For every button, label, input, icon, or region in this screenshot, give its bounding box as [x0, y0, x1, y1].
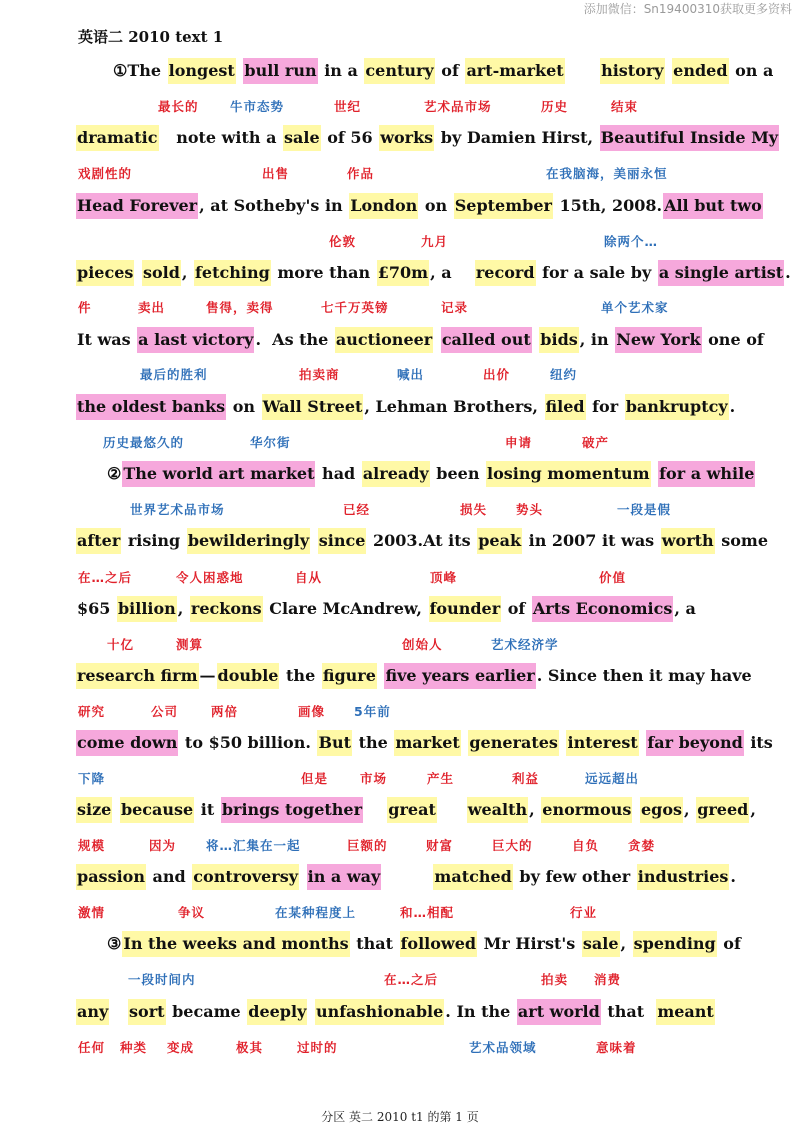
gloss-line — [0, 501, 800, 519]
chinese-gloss: 九月 — [421, 234, 449, 249]
gloss-line — [0, 299, 800, 317]
passage-text: had — [316, 464, 361, 483]
passage-text — [565, 58, 600, 84]
highlighted-phrase: in a way — [307, 864, 382, 890]
highlighted-phrase: sale — [582, 931, 620, 957]
chinese-gloss: 价值 — [599, 570, 627, 585]
highlighted-phrase: record — [475, 260, 536, 286]
chinese-gloss: 将…汇集在一起 — [206, 838, 301, 853]
passage-text: of — [435, 61, 465, 80]
highlighted-phrase: works — [379, 125, 434, 151]
chinese-gloss: 一段时间内 — [128, 972, 196, 987]
passage-text: . In the — [445, 1002, 516, 1021]
passage-text: . — [785, 263, 791, 282]
highlighted-phrase: worth — [661, 528, 715, 554]
passage-text — [112, 797, 120, 823]
passage-text — [109, 999, 128, 1025]
passage-line — [76, 864, 737, 890]
gloss-line — [0, 904, 800, 922]
highlighted-phrase: figure — [322, 663, 377, 689]
chinese-gloss: 牛市态势 — [230, 99, 285, 114]
chinese-gloss: 出价 — [483, 367, 511, 382]
highlighted-phrase: But — [317, 730, 352, 756]
chinese-gloss: 极其 — [236, 1040, 264, 1055]
passage-text: ② — [107, 464, 122, 483]
passage-text: Clare McAndrew, — [263, 599, 428, 618]
passage-text: , — [684, 800, 696, 819]
highlighted-phrase: bids — [539, 327, 578, 353]
passage-text: , in — [579, 330, 615, 349]
chinese-gloss: 意味着 — [596, 1040, 637, 1055]
passage-text: — — [199, 666, 216, 685]
passage-text: of 56 — [321, 128, 379, 147]
chinese-gloss: 最后的胜利 — [140, 367, 208, 382]
highlighted-phrase: losing momentum — [486, 461, 651, 487]
passage-text: ①The — [113, 61, 167, 80]
chinese-gloss: 贪婪 — [628, 838, 656, 853]
chinese-gloss: 下降 — [78, 771, 106, 786]
passage-line — [76, 797, 757, 823]
highlighted-phrase: longest — [168, 58, 236, 84]
highlighted-phrase: filed — [545, 394, 586, 420]
chinese-gloss: 测算 — [176, 637, 204, 652]
highlighted-phrase: century — [364, 58, 434, 84]
gloss-line — [0, 434, 800, 452]
passage-text: in 2007 it was — [523, 531, 660, 550]
highlighted-phrase: Beautiful Inside My — [600, 125, 779, 151]
passage-text: $65 — [77, 599, 116, 618]
chinese-gloss: 任何 — [78, 1040, 106, 1055]
passage-text: 15th, 2008. — [553, 196, 663, 215]
passage-text: by few other — [513, 867, 636, 886]
gloss-line — [0, 98, 800, 116]
highlighted-phrase: dramatic — [76, 125, 159, 151]
gloss-line — [0, 770, 800, 788]
highlighted-phrase: greed — [696, 797, 749, 823]
passage-line — [76, 394, 736, 420]
highlighted-phrase: industries — [637, 864, 730, 890]
passage-text — [433, 327, 441, 353]
highlighted-phrase: for a while — [658, 461, 755, 487]
passage-text: . Since then it may have — [536, 666, 752, 685]
highlighted-phrase: already — [362, 461, 430, 487]
chinese-gloss: 产生 — [427, 771, 455, 786]
chinese-gloss: 拍卖 — [541, 972, 569, 987]
gloss-line — [0, 971, 800, 989]
chinese-gloss: 顶峰 — [430, 570, 458, 585]
passage-text: . — [729, 397, 736, 416]
passage-text — [532, 327, 540, 353]
passage-text: , — [529, 800, 541, 819]
chinese-gloss: 单个艺术家 — [601, 300, 669, 315]
chinese-gloss: 巨额的 — [347, 838, 388, 853]
highlighted-phrase: interest — [566, 730, 638, 756]
highlighted-phrase: history — [600, 58, 665, 84]
passage-text: for — [586, 397, 624, 416]
chinese-gloss: 5年前 — [354, 704, 391, 719]
passage-line — [76, 999, 715, 1025]
chinese-gloss: 喊出 — [397, 367, 425, 382]
highlighted-phrase: research firm — [76, 663, 199, 689]
chinese-gloss: 记录 — [441, 300, 469, 315]
passage-text: , at Sotheby's in — [199, 196, 349, 215]
highlighted-phrase: market — [394, 730, 460, 756]
highlighted-phrase: any — [76, 999, 109, 1025]
highlighted-phrase: five years earlier — [384, 663, 535, 689]
passage-text — [461, 730, 469, 756]
highlighted-phrase: meant — [656, 999, 715, 1025]
chinese-gloss: 一段是假 — [617, 502, 672, 517]
chinese-gloss: 历史最悠久的 — [103, 435, 185, 450]
passage-line — [76, 58, 774, 84]
passage-text — [381, 864, 433, 890]
passage-line — [76, 193, 763, 219]
chinese-gloss: 巨大的 — [492, 838, 533, 853]
highlighted-phrase: deeply — [247, 999, 307, 1025]
chinese-gloss: 在…之后 — [78, 570, 133, 585]
passage-line — [76, 461, 755, 487]
chinese-gloss: 行业 — [570, 905, 598, 920]
passage-text: on — [419, 196, 453, 215]
chinese-gloss: 破产 — [582, 435, 610, 450]
passage-line — [76, 931, 742, 957]
highlighted-phrase: come down — [76, 730, 178, 756]
highlighted-phrase: after — [76, 528, 121, 554]
highlighted-phrase: £70m — [377, 260, 429, 286]
passage-text: more than — [271, 263, 376, 282]
chinese-gloss: 世纪 — [334, 99, 362, 114]
chinese-gloss: 在某种程度上 — [275, 905, 357, 920]
passage-text — [651, 461, 659, 487]
chinese-gloss: 出售 — [262, 166, 290, 181]
passage-text: the — [280, 666, 321, 685]
highlighted-phrase: September — [454, 193, 553, 219]
chinese-gloss: 除两个… — [604, 234, 659, 249]
highlighted-phrase: followed — [400, 931, 478, 957]
passage-text — [236, 58, 244, 84]
chinese-gloss: 因为 — [149, 838, 177, 853]
passage-text: note with a — [159, 128, 283, 147]
chinese-gloss: 过时的 — [297, 1040, 338, 1055]
chinese-gloss: 但是 — [301, 771, 329, 786]
highlighted-phrase: sold — [142, 260, 181, 286]
highlighted-phrase: wealth — [467, 797, 528, 823]
highlighted-phrase: pieces — [76, 260, 134, 286]
passage-text: . As the — [255, 330, 334, 349]
chinese-gloss: 售得，卖得 — [206, 300, 274, 315]
passage-text: for a sale by — [536, 263, 657, 282]
highlighted-phrase: founder — [429, 596, 502, 622]
chinese-gloss: 势头 — [516, 502, 544, 517]
passage-line — [76, 663, 753, 689]
chinese-gloss: 消费 — [594, 972, 622, 987]
chinese-gloss: 两倍 — [211, 704, 239, 719]
chinese-gloss: 在我脑海，美丽永恒 — [546, 166, 668, 181]
highlighted-phrase: egos — [640, 797, 683, 823]
chinese-gloss: 自负 — [572, 838, 600, 853]
highlighted-phrase: In the weeks and months — [122, 931, 349, 957]
highlighted-phrase: double — [217, 663, 280, 689]
passage-text: ③ — [107, 934, 122, 953]
highlighted-phrase: spending — [633, 931, 717, 957]
highlighted-phrase: reckons — [190, 596, 263, 622]
highlighted-phrase: auctioneer — [335, 327, 433, 353]
chinese-gloss: 作品 — [347, 166, 375, 181]
chinese-gloss: 争议 — [178, 905, 206, 920]
chinese-gloss: 艺术品市场 — [424, 99, 492, 114]
document-title: 英语二 2010 text 1 — [78, 28, 224, 46]
gloss-line — [0, 703, 800, 721]
chinese-gloss: 画像 — [298, 704, 326, 719]
highlighted-phrase: New York — [615, 327, 701, 353]
highlighted-phrase: sale — [283, 125, 321, 151]
highlighted-phrase: billion — [117, 596, 177, 622]
passage-text: in a — [318, 61, 364, 80]
passage-text — [559, 730, 567, 756]
passage-text: by Damien Hirst, — [435, 128, 599, 147]
highlighted-phrase: far beyond — [646, 730, 743, 756]
passage-text — [437, 797, 467, 823]
highlighted-phrase: Wall Street — [262, 394, 364, 420]
chinese-gloss: 伦敦 — [329, 234, 357, 249]
passage-text: of — [717, 934, 741, 953]
passage-text: it — [195, 800, 220, 819]
highlighted-phrase: controversy — [192, 864, 299, 890]
chinese-gloss: 七千万英镑 — [321, 300, 389, 315]
highlighted-phrase: passion — [76, 864, 146, 890]
chinese-gloss: 规模 — [78, 838, 106, 853]
chinese-gloss: 财富 — [426, 838, 454, 853]
passage-line — [76, 528, 769, 554]
passage-text: to $50 billion. — [179, 733, 317, 752]
passage-text: , — [620, 934, 632, 953]
gloss-line — [0, 569, 800, 587]
gloss-line — [0, 636, 800, 654]
highlighted-phrase: bewilderingly — [187, 528, 310, 554]
gloss-line — [0, 837, 800, 855]
chinese-gloss: 和…相配 — [400, 905, 455, 920]
chinese-gloss: 华尔街 — [250, 435, 291, 450]
highlighted-phrase: a last victory — [137, 327, 254, 353]
passage-text: , a — [430, 263, 474, 282]
chinese-gloss: 世界艺术品市场 — [130, 502, 225, 517]
chinese-gloss: 已经 — [343, 502, 371, 517]
watermark: 添加微信：Sn19400310获取更多资料 — [583, 2, 792, 16]
highlighted-phrase: art-market — [465, 58, 564, 84]
passage-text: been — [430, 464, 486, 483]
highlighted-phrase: unfashionable — [315, 999, 444, 1025]
passage-text: , Lehman Brothers, — [364, 397, 544, 416]
passage-line — [76, 596, 697, 622]
highlighted-phrase: peak — [477, 528, 522, 554]
highlighted-phrase: art world — [517, 999, 601, 1025]
highlighted-phrase: bankruptcy — [625, 394, 729, 420]
passage-text: some — [715, 531, 769, 550]
chinese-gloss: 申请 — [505, 435, 533, 450]
highlighted-phrase: called out — [441, 327, 532, 353]
highlighted-phrase: the oldest banks — [76, 394, 226, 420]
passage-text: that — [350, 934, 399, 953]
chinese-gloss: 研究 — [78, 704, 106, 719]
passage-text: that — [601, 1002, 656, 1021]
gloss-line — [0, 165, 800, 183]
passage-text: , — [750, 800, 756, 819]
chinese-gloss: 激情 — [78, 905, 106, 920]
passage-text: , — [181, 263, 194, 282]
passage-line — [76, 260, 792, 286]
highlighted-phrase: brings together — [221, 797, 363, 823]
passage-text: Mr Hirst's — [478, 934, 581, 953]
passage-text — [639, 730, 647, 756]
page-footer: 分区 英二 2010 t1 的第 1 页 — [321, 1110, 479, 1124]
highlighted-phrase: All but two — [663, 193, 763, 219]
passage-text: the — [353, 733, 394, 752]
chinese-gloss: 卖出 — [138, 300, 166, 315]
passage-line — [76, 125, 779, 151]
passage-text: It was — [77, 330, 137, 349]
highlighted-phrase: great — [387, 797, 437, 823]
highlighted-phrase: generates — [468, 730, 559, 756]
highlighted-phrase: matched — [433, 864, 512, 890]
passage-text — [307, 999, 315, 1025]
chinese-gloss: 历史 — [541, 99, 569, 114]
passage-text: of — [502, 599, 531, 618]
highlighted-phrase: The world art market — [122, 461, 315, 487]
highlighted-phrase: because — [120, 797, 194, 823]
gloss-line — [0, 1039, 800, 1057]
chinese-gloss: 公司 — [151, 704, 179, 719]
highlighted-phrase: a single artist — [658, 260, 784, 286]
chinese-gloss: 利益 — [512, 771, 540, 786]
passage-line — [76, 730, 774, 756]
chinese-gloss: 纽约 — [550, 367, 578, 382]
chinese-gloss: 种类 — [120, 1040, 148, 1055]
chinese-gloss: 戏剧性的 — [78, 166, 133, 181]
highlighted-phrase: enormous — [541, 797, 632, 823]
highlighted-phrase: bull run — [243, 58, 317, 84]
chinese-gloss: 拍卖商 — [299, 367, 340, 382]
highlighted-phrase: size — [76, 797, 112, 823]
passage-text — [299, 864, 307, 890]
passage-text: . — [730, 867, 736, 886]
passage-text — [310, 528, 318, 554]
chinese-gloss: 创始人 — [402, 637, 443, 652]
passage-text: rising — [122, 531, 186, 550]
highlighted-phrase: fetching — [194, 260, 271, 286]
chinese-gloss: 十亿 — [107, 637, 135, 652]
passage-line — [76, 327, 765, 353]
highlighted-phrase: sort — [128, 999, 166, 1025]
passage-text: and — [146, 867, 192, 886]
passage-text: became — [166, 1002, 247, 1021]
chinese-gloss: 结束 — [611, 99, 639, 114]
passage-text: , a — [674, 599, 696, 618]
chinese-gloss: 令人困惑地 — [176, 570, 244, 585]
highlighted-phrase: Arts Economics — [532, 596, 673, 622]
passage-text: on a — [729, 61, 774, 80]
passage-text — [377, 663, 385, 689]
gloss-line — [0, 366, 800, 384]
chinese-gloss: 远远超出 — [585, 771, 640, 786]
chinese-gloss: 变成 — [167, 1040, 195, 1055]
chinese-gloss: 在…之后 — [384, 972, 439, 987]
passage-text — [134, 260, 142, 286]
highlighted-phrase: London — [349, 193, 418, 219]
highlighted-phrase: since — [318, 528, 367, 554]
highlighted-phrase: ended — [672, 58, 728, 84]
passage-text — [363, 797, 387, 823]
gloss-line — [0, 233, 800, 251]
chinese-gloss: 市场 — [360, 771, 388, 786]
passage-text: one of — [702, 330, 764, 349]
chinese-gloss: 艺术经济学 — [491, 637, 559, 652]
passage-text — [632, 797, 640, 823]
chinese-gloss: 件 — [78, 300, 92, 315]
chinese-gloss: 最长的 — [158, 99, 199, 114]
passage-text: on — [227, 397, 261, 416]
chinese-gloss: 自从 — [295, 570, 323, 585]
passage-text: , — [177, 599, 189, 618]
chinese-gloss: 损失 — [460, 502, 488, 517]
highlighted-phrase: Head Forever — [76, 193, 198, 219]
passage-text: 2003.At its — [367, 531, 477, 550]
passage-text — [665, 58, 673, 84]
chinese-gloss: 艺术品领域 — [469, 1040, 537, 1055]
passage-text: its — [744, 733, 773, 752]
